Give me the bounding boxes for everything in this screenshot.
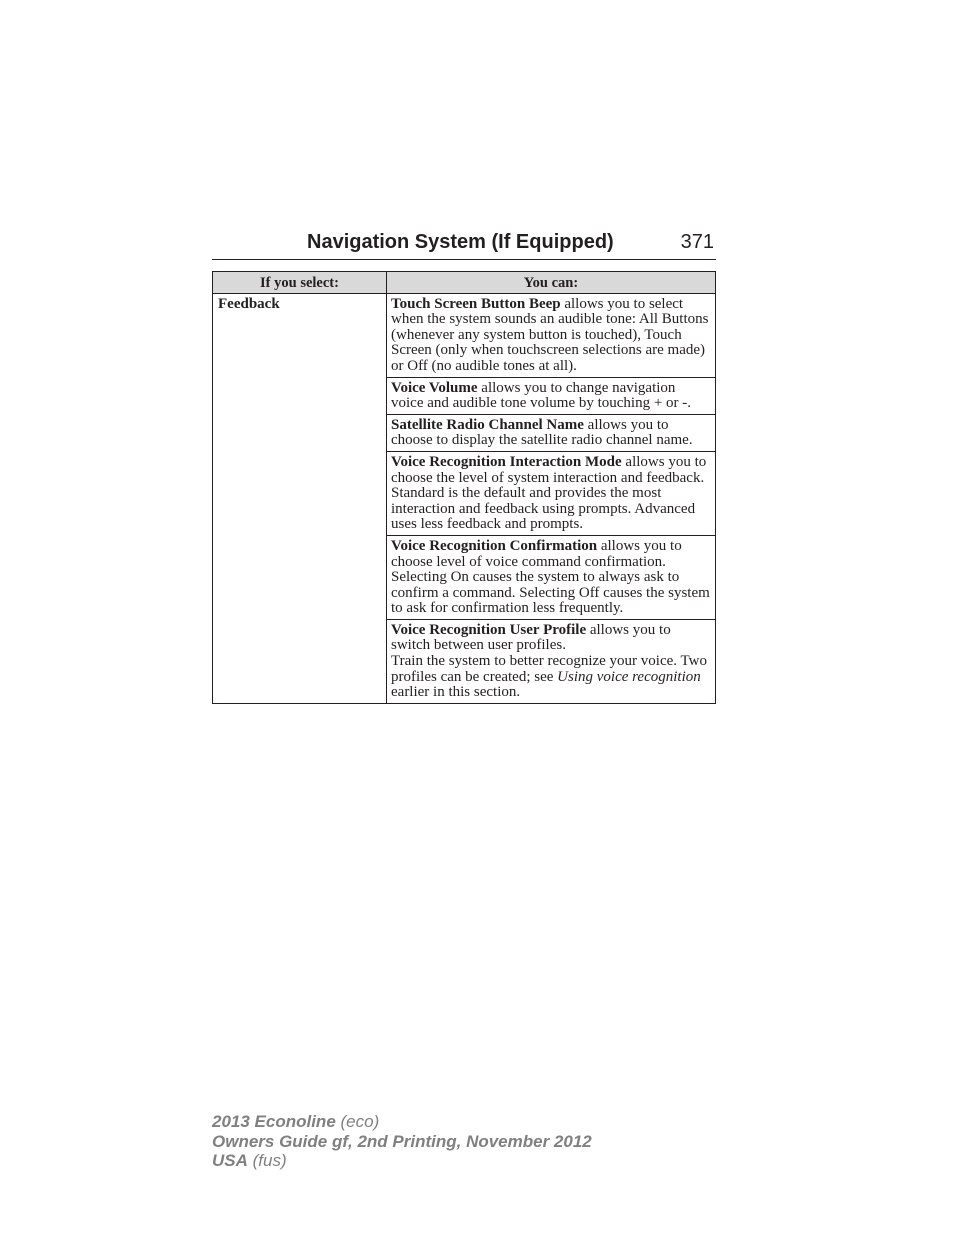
page-header <box>212 229 716 260</box>
option-term: Voice Volume <box>391 379 478 396</box>
description-cell <box>387 451 716 535</box>
option-text: allows you to select when the system sounds an audible tone: All Buttons (whenever any system button is touched), Touch Screen (only when touchscreen selections are made) or Off (no audible tones at all). <box>391 295 709 374</box>
option-text-continued: Train the system to better recognize your voice. Two profiles can be created; see <box>391 653 707 685</box>
description-cell <box>387 293 716 377</box>
description-cell <box>387 414 716 451</box>
cross-reference-link-text: Using voice recognition <box>557 668 701 685</box>
page-number: 371 <box>680 231 714 253</box>
description-cell <box>387 535 716 619</box>
footer-model-name: 2013 Econoline <box>212 1112 336 1131</box>
option-term: Satellite Radio Channel Name <box>391 416 584 433</box>
footer-model-code: (eco) <box>335 1112 380 1131</box>
description-cell <box>387 377 716 414</box>
page-footer <box>212 1112 592 1171</box>
option-term: Voice Recognition User Profile <box>391 621 587 638</box>
column-header-selection: If you select: <box>213 272 387 294</box>
settings-table <box>212 271 716 704</box>
footer-line-model <box>212 1112 592 1132</box>
option-text: allows you to switch between user profiles. <box>391 621 671 654</box>
footer-market-name: USA <box>212 1151 248 1170</box>
option-term: Voice Recognition Confirmation <box>391 537 598 554</box>
column-header-action: You can: <box>387 272 716 294</box>
table-header-row <box>213 272 716 294</box>
option-text: allows you to choose the level of system interaction and feedback. Standard is the default and provides the most interaction and feedback using prompts. Advanced uses less feedback and prompts. <box>391 453 707 533</box>
section-title: Navigation System (If Equipped) <box>307 231 614 253</box>
option-text: allows you to choose level of voice command confirmation. Selecting On causes the system to always ask to confirm a command. Selecting Off causes the system to ask for confirmation less frequently. <box>391 537 710 617</box>
option-term: Touch Screen Button Beep <box>391 295 561 312</box>
option-text: allows you to change navigation voice and audible tone volume by touching + or -. <box>391 379 692 412</box>
option-text-end: earlier in this section. <box>391 684 521 701</box>
footer-line-market <box>212 1151 592 1171</box>
description-cell <box>387 619 716 703</box>
option-term: Voice Recognition Interaction Mode <box>391 453 622 470</box>
footer-market-code: (fus) <box>247 1151 287 1170</box>
selection-cell: Feedback <box>213 293 387 703</box>
footer-line-printing: Owners Guide gf, 2nd Printing, November 2012 <box>212 1131 592 1151</box>
option-text: allows you to choose to display the satellite radio channel name. <box>391 416 693 449</box>
table-row <box>213 293 716 377</box>
